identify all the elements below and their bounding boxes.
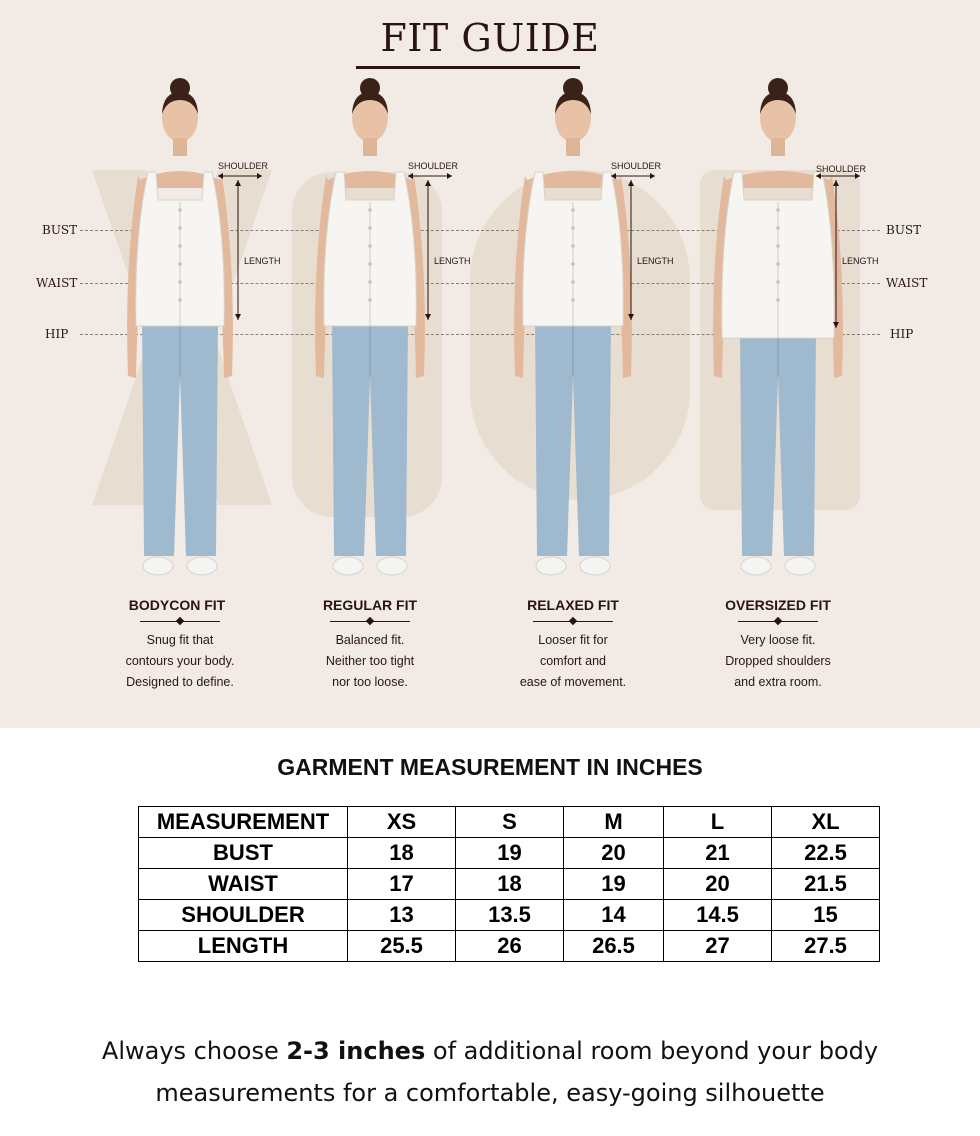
fit-description-regular [275,630,465,693]
value-cell: 27 [664,931,772,962]
bust-label-right: BUST [886,223,922,237]
value-cell: 21 [664,838,772,869]
value-cell: 13.5 [456,900,564,931]
fit-description-line: Very loose fit. [740,633,816,647]
fit-description-line: Dropped shoulders [725,654,831,668]
value-cell: 18 [456,869,564,900]
length-label-relaxed: LENGTH [637,256,674,266]
value-cell: 26 [456,931,564,962]
value-cell: 18 [348,838,456,869]
title-underline [356,66,580,69]
fit-description-line: contours your body. [125,654,235,668]
table-header-row [139,807,880,838]
table-title: GARMENT MEASUREMENT IN INCHES [277,754,703,780]
sizing-note [0,1030,980,1114]
waist-label-left: WAIST [36,276,78,290]
row-label-cell: SHOULDER [139,900,348,931]
length-label-regular: LENGTH [434,256,471,266]
fit-description-line: nor too loose. [332,675,408,689]
value-cell: 22.5 [772,838,880,869]
shoulder-label-bodycon: SHOULDER [218,161,269,171]
value-cell: 14.5 [664,900,772,931]
row-label-cell: BUST [139,838,348,869]
fit-description-line: Designed to define. [126,675,234,689]
table-row [139,931,880,962]
fit-name-bodycon: BODYCON FIT [128,597,226,613]
fit-name-regular: REGULAR FIT [322,597,418,613]
fit-divider-regular [330,621,410,622]
note-emphasis: 2-3 inches [286,1037,426,1065]
table-row [139,838,880,869]
value-cell: 17 [348,869,456,900]
fit-description-oversized [683,630,873,693]
value-cell: 19 [564,869,664,900]
waist-label-right: WAIST [886,276,928,290]
hip-label-left: HIP [45,327,69,341]
fit-description-relaxed [478,630,668,693]
value-cell: 25.5 [348,931,456,962]
fit-description-line: Looser fit for [538,633,608,647]
value-cell: 15 [772,900,880,931]
table-row [139,900,880,931]
fit-divider-relaxed [533,621,613,622]
value-cell: 14 [564,900,664,931]
length-label-oversized: LENGTH [842,256,879,266]
row-label-cell: LENGTH [139,931,348,962]
row-label-cell: WAIST [139,869,348,900]
table-row [139,869,880,900]
table-header-cell: XL [772,807,880,838]
measurement-table [138,806,880,962]
fit-divider-oversized [738,621,818,622]
table-header-cell: L [664,807,772,838]
page-title: FIT GUIDE [380,16,600,60]
fit-description-bodycon [85,630,275,693]
value-cell: 27.5 [772,931,880,962]
value-cell: 13 [348,900,456,931]
value-cell: 19 [456,838,564,869]
fit-description-line: Snug fit that [146,633,214,647]
shoulder-label-relaxed: SHOULDER [611,161,662,171]
value-cell: 20 [564,838,664,869]
length-label-bodycon: LENGTH [244,256,281,266]
shoulder-label-regular: SHOULDER [408,161,459,171]
fit-description-line: comfort and [539,654,606,668]
sizing-note-line-2: measurements for a comfortable, easy-going silhouette [155,1079,825,1107]
value-cell: 26.5 [564,931,664,962]
table-header-cell: M [564,807,664,838]
fit-name-relaxed: RELAXED FIT [527,597,619,613]
fit-divider-bodycon [140,621,220,622]
fit-description-line: and extra room. [734,675,822,689]
hip-label-right: HIP [890,327,914,341]
table-header-cell: XS [348,807,456,838]
fit-name-oversized: OVERSIZED FIT [725,597,831,613]
sizing-note-line-1: Always choose 2-3 inches of additional room beyond your body [101,1037,879,1065]
fit-description-line: Balanced fit. [335,633,405,647]
fit-description-line: Neither too tight [325,654,415,668]
table-header-cell: MEASUREMENT [139,807,348,838]
table-header-cell: S [456,807,564,838]
shoulder-label-oversized: SHOULDER [816,164,867,174]
value-cell: 20 [664,869,772,900]
bust-label-left: BUST [42,223,78,237]
value-cell: 21.5 [772,869,880,900]
fit-description-line: ease of movement. [519,675,627,689]
